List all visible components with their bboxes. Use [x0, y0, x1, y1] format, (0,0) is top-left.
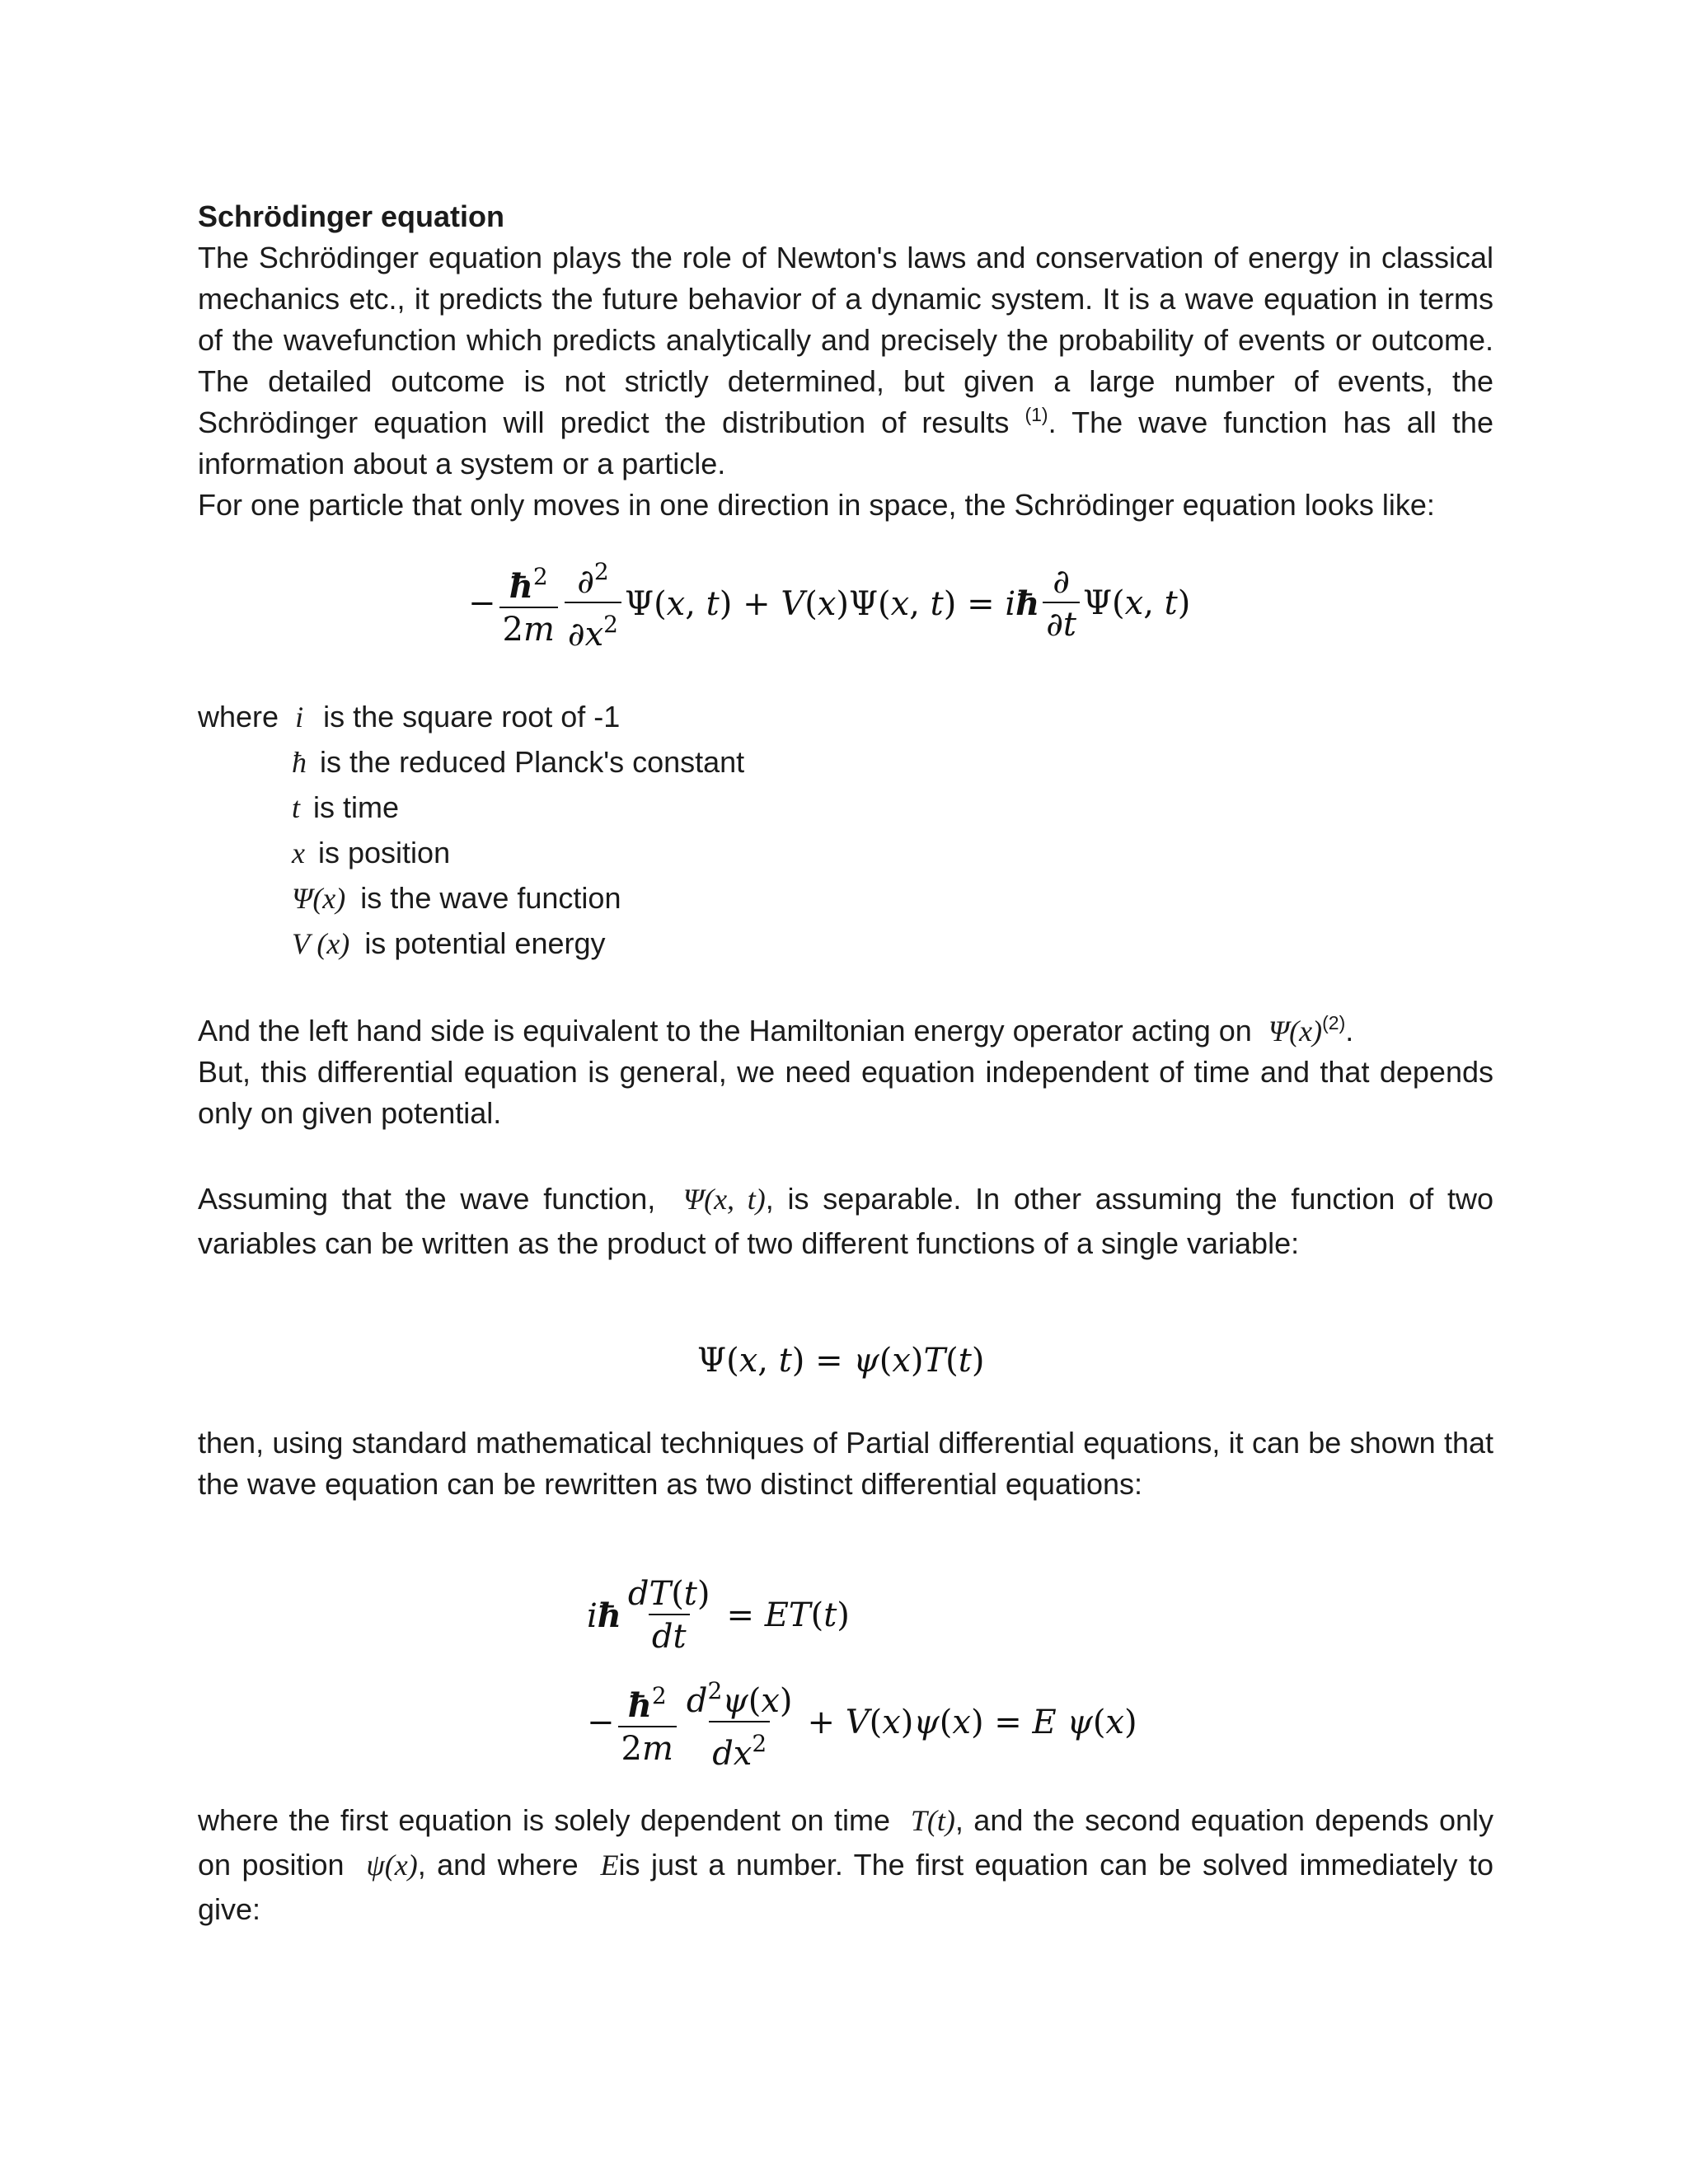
definitions-lead: where	[198, 700, 279, 733]
definition-text: is the square root of -1	[323, 700, 621, 733]
hamiltonian-paragraph-block	[198, 1010, 1493, 1134]
equation-time-dependent: − $\frac{ħ^2}{2m}$ $\frac{\partial^2}{\partial x^2}$ Ψ(x, t) + V(x)Ψ(x, t) = iħ $\frac{\partial}{\partial t}$ Ψ(x, t)	[468, 554, 1190, 653]
hamiltonian-tail: .	[1345, 1014, 1354, 1047]
solution-paragraph-block	[198, 1798, 1493, 1932]
intro-paragraph	[198, 237, 1493, 485]
definition-symbol: V (x)	[292, 927, 350, 960]
solution-symbol-psi: ψ(x)	[366, 1849, 418, 1882]
definition-text: is potential energy	[364, 926, 606, 960]
hamiltonian-paragraph	[198, 1010, 1493, 1052]
separable-post: , is separable. In other assuming the function of two variables can be written as the product of two different functions of a single variable:	[198, 1182, 1493, 1260]
solution-symbol-E: E	[600, 1849, 619, 1882]
definition-symbol: ħ	[292, 746, 307, 779]
definition-item-x	[292, 832, 450, 874]
separable-paragraph-block	[198, 1177, 1493, 1266]
equation-space-part: − $\frac{ħ^2}{2m}$ $\frac{d^2\psi(x)}{dx^2}$ + V(x)ψ(x) = E ψ(x)	[587, 1673, 1137, 1772]
separable-paragraph	[198, 1177, 1493, 1266]
intro-paragraph-block	[198, 237, 1493, 526]
definition-item-hbar	[292, 742, 744, 783]
definition-item-v	[292, 923, 606, 964]
definition-text: is the reduced Planck's constant	[320, 745, 745, 779]
definition-symbol: t	[292, 791, 301, 824]
pde-paragraph-block	[198, 1422, 1493, 1505]
one-dimension-paragraph: For one particle that only moves in one direction in space, the Schrödinger equation looks like:	[198, 488, 1435, 522]
solution-mid2: , and where	[417, 1848, 579, 1882]
hamiltonian-text: And the left hand side is equivalent to the Hamiltonian energy operator acting on	[198, 1014, 1252, 1047]
solution-mid1: , and the second equation depends only on position	[198, 1803, 1493, 1882]
definition-text: is the wave function	[360, 881, 621, 915]
intro-text: The Schrödinger equation plays the role of Newton's laws and conservation of energy in classical mechanics etc., it predicts the future behavior of a dynamic system. It is a wave equation in terms of the wavefunction which predicts analytically and precisely the probability of events or outcome. The detailed outcome is not strictly determined, but given a large number of events, the Schrödinger equation will predict the distribution of results	[198, 241, 1493, 439]
section-title-block	[198, 196, 1493, 237]
solution-post: is just a number. The first equation can be solved immediately to give:	[198, 1848, 1493, 1926]
definition-text: is position	[318, 836, 451, 869]
reference-marker-2: (2)	[1322, 1012, 1346, 1033]
fraction-dT-dt: $\frac{dT(t)}{dt}$	[627, 1575, 710, 1656]
definition-item-psi	[292, 878, 621, 919]
separable-symbol: Ψ(x, t)	[682, 1183, 766, 1216]
general-equation-paragraph: But, this differential equation is general, we need equation independent of time and that depends only on given potential.	[198, 1055, 1493, 1130]
definition-item-i	[198, 696, 620, 738]
definition-item-t	[292, 787, 399, 828]
reference-marker-1: (1)	[1025, 404, 1048, 425]
solution-paragraph	[198, 1798, 1493, 1932]
pde-paragraph: then, using standard mathematical techniques of Partial differential equations, it can be shown that the wave equation can be rewritten as two distinct differential equations:	[198, 1426, 1493, 1501]
fraction-partial-t: $\frac{\partial}{\partial t}$	[1043, 564, 1080, 643]
equation-separation: Ψ(x, t) = ψ(x)T(t)	[697, 1342, 985, 1380]
definition-text: is time	[313, 790, 400, 824]
intro-tail: . The wave function has all the information about a system or a particle.	[198, 405, 1493, 480]
hamiltonian-symbol: Ψ(x)	[1268, 1015, 1323, 1047]
fraction-hbar-2m-space: $\frac{ħ^2}{2m}$	[618, 1678, 677, 1767]
section-title: Schrödinger equation	[198, 199, 505, 233]
fraction-d2psi-dx2: $\frac{d^2\psi(x)}{dx^2}$	[686, 1677, 793, 1773]
fraction-second-partial-x: $\frac{\partial^2}{\partial x^2}$	[565, 554, 621, 653]
definition-symbol: x	[292, 837, 305, 869]
solution-pre: where the first equation is solely dependent on time	[198, 1803, 890, 1837]
definition-symbol: Ψ(x)	[292, 882, 346, 915]
fraction-hbar-2m: $\frac{ħ^2}{2m}$	[499, 559, 558, 648]
separable-pre: Assuming that the wave function,	[198, 1182, 656, 1216]
definition-symbol: i	[295, 701, 304, 733]
equation-time-part: iħ $\frac{dT(t)}{dt}$ = ET(t)	[587, 1575, 850, 1656]
solution-symbol-T: T(t)	[910, 1804, 955, 1837]
